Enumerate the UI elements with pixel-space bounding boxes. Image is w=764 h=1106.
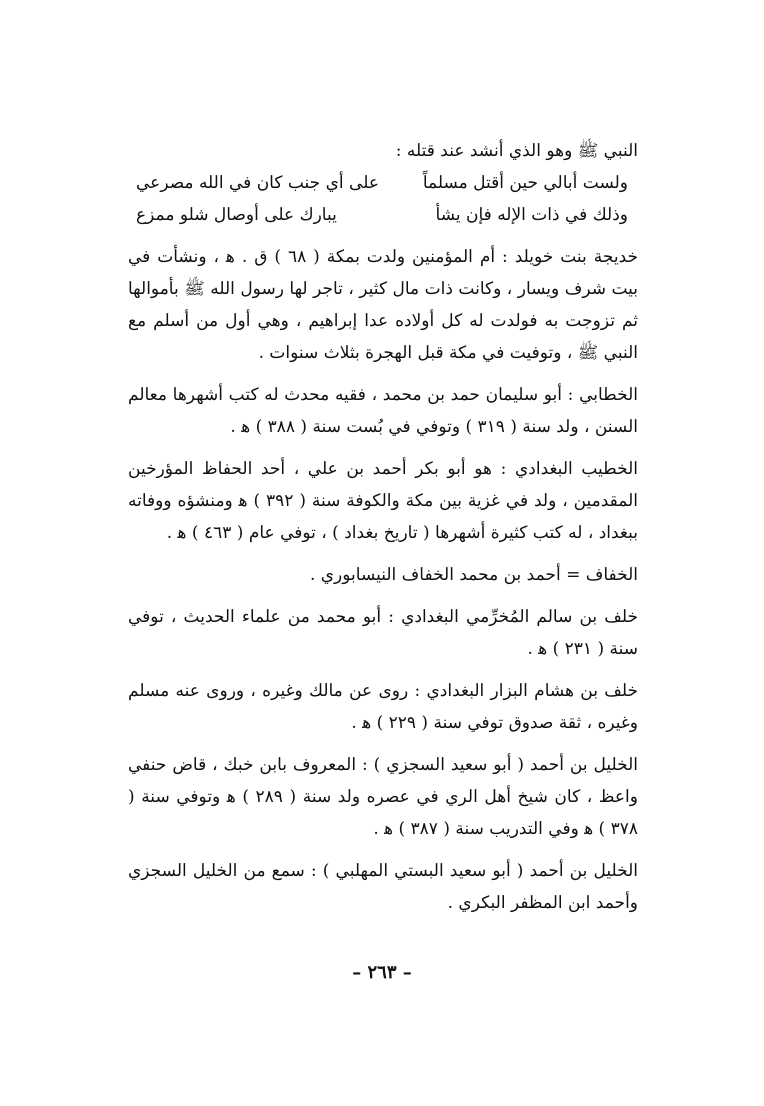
intro-line: النبي ﷺ وهو الذي أنشد عند قتله : [395,141,638,161]
entry-khadija: خديجة بنت خويلد : أم المؤمنين ولدت بمكة ( ٦٨ ) ق . ﻫ ، ونشأت في بيت شرف ويسار ، وكانت ذات مال كثير ، تاجر لها رسول الله ﷺ بأموالها ثم تزوجت به فولدت له كل أولاده عدا إبراهيم ، وهي أول من أسلم مع النبي ﷺ ، وتوفيت في مكة قبل الهجرة بثلاث سنوات . [128,247,638,363]
verse-second-hemistich: على أي جنب كان في الله مصرعي [136,173,379,193]
verse-first-hemistich: وذلك في ذات الإله فإن يشأ [435,205,628,225]
entry-khalaf-ibn-hisham: خلف بن هشام البزار البغدادي : روى عن مالك وغيره ، وروى عنه مسلم وغيره ، ثقة صدوق توفي سنة ( ٢٢٩ ) ﻫ . [128,681,638,733]
verse-line [128,167,638,199]
entry-khalaf-ibn-salim: خلف بن سالم المُخرِّمي البغدادي : أبو محمد من علماء الحديث ، توفي سنة ( ٢٣١ ) ﻫ . [128,607,638,659]
entry-khatib-baghdadi: الخطيب البغدادي : هو أبو بكر أحمد بن علي ، أحد الحفاظ المؤرخين المقدمين ، ولد في غزية بين مكة والكوفة سنة ( ٣٩٢ ) ﻫ ومنشؤه ووفاته ببغداد ، له كتب كثيرة أشهرها ( تاريخ بغداد ) ، توفي عام ( ٤٦٣ ) ﻫ . [128,459,639,543]
entry-khalil-sijzi: الخليل بن أحمد ( أبو سعيد السجزي ) : المعروف بابن خبك ، قاض حنفي واعظ ، كان شيخ أهل الري في عصره ولد سنة ( ٢٨٩ ) ﻫ وتوفي سنة ( ٣٧٨ ) ﻫ وفي التدريب سنة ( ٣٨٧ ) ﻫ . [128,755,638,839]
verse-second-hemistich: يبارك على أوصال شلو ممزع [136,205,337,225]
page-number: – ٢٦٣ – [352,962,412,983]
entry-khattabi: الخطابي : أبو سليمان حمد بن محمد ، فقيه محدث له كتب أشهرها معالم السنن ، ولد سنة ( ٣١٩ ) وتوفي في بُست سنة ( ٣٨٨ ) ﻫ . [128,385,638,437]
entry-khalil-busti: الخليل بن أحمد ( أبو سعيد البستي المهلبي ) : سمع من الخليل السجزي وأحمد ابن المظفر البكري . [128,861,638,913]
text-body [128,135,638,929]
entry-khaffaf: الخفاف = أحمد بن محمد الخفاف النيسابوري . [309,565,638,585]
verse-line [128,199,638,231]
verse-first-hemistich: ولست أبالي حين أقتل مسلماً [422,173,628,193]
